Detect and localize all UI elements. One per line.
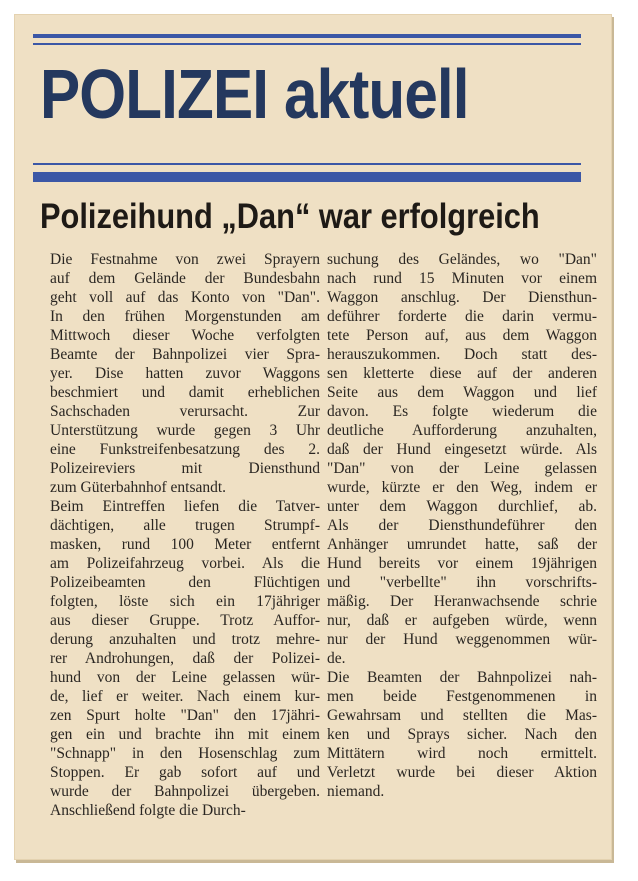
article-line: hund von der Leine gelassen wür- <box>50 669 320 686</box>
article-line: yer. Dise hatten zuvor Waggons <box>50 365 320 382</box>
article-line: folgten, löste sich ein 17jähriger <box>50 593 320 610</box>
article-line: auf dem Gelände der Bundesbahn <box>50 270 320 287</box>
article-line: beschmiert und damit erheblichen <box>50 384 320 401</box>
article-line: Mittwoch dieser Woche verfolgten <box>50 327 320 344</box>
article-line: sen kletterte diese auf der anderen <box>327 365 597 382</box>
article-line: Polizeibeamten den Flüchtigen <box>50 574 320 591</box>
article-line: Mittätern wird noch ermittelt. <box>327 745 597 762</box>
article-line: dächtigen, alle trugen Strumpf- <box>50 517 320 534</box>
article-line: Seite aus dem Waggon und lief <box>327 384 597 401</box>
article-line: aus dieser Gruppe. Trotz Auffor- <box>50 612 320 629</box>
mid-rule <box>33 172 581 182</box>
article-line: de. <box>327 650 346 667</box>
article-line: niemand. <box>327 783 385 800</box>
article-line: davon. Es folgte wiederum die <box>327 403 597 420</box>
article-line: suchung des Geländes, wo "Dan" <box>327 251 597 268</box>
article-line: Anhänger umrundet hatte, saß der <box>327 536 597 553</box>
article-line: "Dan" von der Leine gelassen <box>327 460 597 477</box>
article-line: am Polizeifahrzeug vorbei. Als die <box>50 555 320 572</box>
article-line: Die Festnahme von zwei Sprayern <box>50 251 320 268</box>
article-line: zum Güterbahnhof entsandt. <box>50 479 227 496</box>
article-line: rer Androhungen, daß der Polizei- <box>50 650 320 667</box>
article-line: Waggon anschlug. Der Diensthun- <box>327 289 597 306</box>
article-line: zen Spurt holte "Dan" den 17jähri- <box>50 707 320 724</box>
article-line: ken und Sprays sicher. Nach den <box>327 726 597 743</box>
article-line: wurde, kürzte er den Weg, indem er <box>327 479 597 496</box>
article-line: nach rund 15 Minuten vor einem <box>327 270 597 287</box>
article-line: de, lief er weiter. Nach einem kur- <box>50 688 320 705</box>
article-line: deutliche Aufforderung anzuhalten, <box>327 422 597 439</box>
article-line: men beide Festgenommenen in <box>327 688 597 705</box>
article-line: und "verbellte" ihn vorschrifts- <box>327 574 597 591</box>
article-line: mäßig. Der Heranwachsende schrie <box>327 593 597 610</box>
article-line: derung anzuhalten und trotz mehre- <box>50 631 320 648</box>
article-line: eine Funkstreifenbesatzung des 2. <box>50 441 320 458</box>
article-line: geht voll auf das Konto von "Dan". <box>50 289 320 306</box>
article-column-1 <box>50 250 320 820</box>
mid-rule-thin <box>33 163 581 165</box>
article-line: Unterstützung wurde gegen 3 Uhr <box>50 422 320 439</box>
article-headline: Polizeihund „Dan“ war erfolgreich <box>40 197 540 236</box>
article-line: masken, rund 100 Meter entfernt <box>50 536 320 553</box>
article-line: Stoppen. Er gab sofort auf und <box>50 764 320 781</box>
article-column-2 <box>327 250 597 801</box>
article-line: Anschließend folgte die Durch- <box>50 802 246 819</box>
article-line: tete Person auf, aus dem Waggon <box>327 327 597 344</box>
article-line: herauszukommen. Doch statt des- <box>327 346 597 363</box>
article-line: Beamte der Bahnpolizei vier Spra- <box>50 346 320 363</box>
article-line: Verletzt wurde bei dieser Aktion <box>327 764 597 781</box>
article-line: nur, daß er aufgeben würde, wenn <box>327 612 597 629</box>
article-line: Die Beamten der Bahnpolizei nah- <box>327 669 597 686</box>
article-line: In den frühen Morgenstunden am <box>50 308 320 325</box>
masthead-title: POLIZEI aktuell <box>40 55 469 133</box>
article-line: "Schnapp" in den Hosenschlag zum <box>50 745 320 762</box>
article-line: deführer forderte die darin vermu- <box>327 308 597 325</box>
article-line: Hund bereits vor einem 19jährigen <box>327 555 597 572</box>
article-line: unter dem Waggon durchlief, ab. <box>327 498 597 515</box>
article-line: daß der Hund eingesetzt würde. Als <box>327 441 597 458</box>
article-line: gen ein und brachte ihn mit einem <box>50 726 320 743</box>
article-line: Sachschaden verursacht. Zur <box>50 403 320 420</box>
article-line: Polizeireviers mit Diensthund <box>50 460 320 477</box>
article-line: wurde der Bahnpolizei übergeben. <box>50 783 320 800</box>
top-rule <box>33 34 581 38</box>
article-line: nur der Hund weggenommen wür- <box>327 631 597 648</box>
top-rule-thin <box>33 43 581 45</box>
article-line: Beim Eintreffen liefen die Tatver- <box>50 498 320 515</box>
article-line: Als der Diensthundeführer den <box>327 517 597 534</box>
article-line: Gewahrsam und stellten die Mas- <box>327 707 597 724</box>
